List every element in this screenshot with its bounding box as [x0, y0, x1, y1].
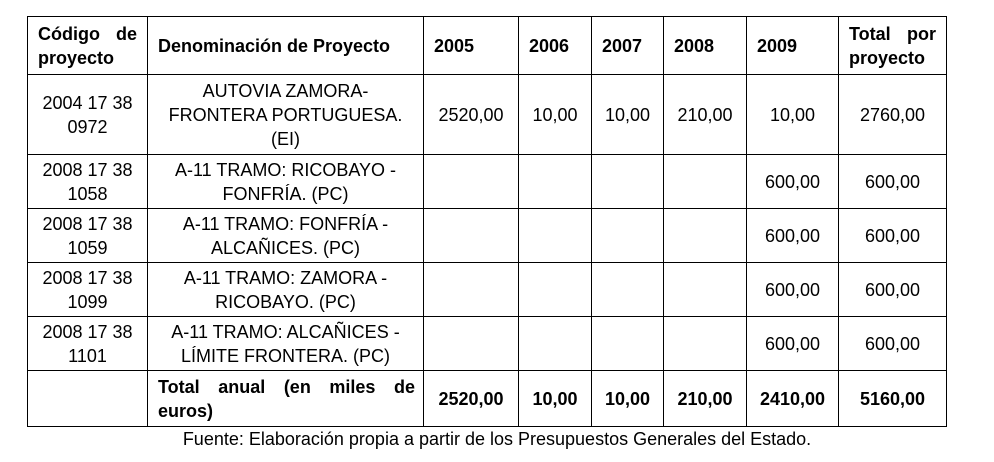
value-2008	[664, 263, 747, 317]
project-total: 2760,00	[839, 75, 947, 155]
annual-total-row	[28, 371, 947, 427]
header-year-2008: 2008	[664, 17, 747, 75]
value-2005: 2520,00	[424, 75, 519, 155]
grand-total: 5160,00	[839, 371, 947, 427]
value-2009: 600,00	[747, 317, 839, 371]
value-2008	[664, 155, 747, 209]
total-2007: 10,00	[592, 371, 664, 427]
value-2005	[424, 209, 519, 263]
table-row	[28, 75, 947, 155]
project-code: 2008 17 38 1058	[28, 155, 148, 209]
total-2008: 210,00	[664, 371, 747, 427]
value-2005	[424, 317, 519, 371]
table-row	[28, 209, 947, 263]
header-year-2007: 2007	[592, 17, 664, 75]
project-total: 600,00	[839, 317, 947, 371]
total-2006: 10,00	[519, 371, 592, 427]
project-total: 600,00	[839, 155, 947, 209]
table-row	[28, 155, 947, 209]
project-name: A-11 TRAMO: FONFRÍA - ALCAÑICES. (PC)	[148, 209, 424, 263]
project-code: 2008 17 38 1101	[28, 317, 148, 371]
table-row	[28, 317, 947, 371]
value-2009: 600,00	[747, 209, 839, 263]
value-2006: 10,00	[519, 75, 592, 155]
project-code: 2004 17 38 0972	[28, 75, 148, 155]
value-2006	[519, 317, 592, 371]
value-2007: 10,00	[592, 75, 664, 155]
value-2007	[592, 263, 664, 317]
header-year-2006: 2006	[519, 17, 592, 75]
value-2007	[592, 209, 664, 263]
project-code: 2008 17 38 1099	[28, 263, 148, 317]
value-2009: 600,00	[747, 263, 839, 317]
value-2006	[519, 209, 592, 263]
value-2005	[424, 155, 519, 209]
value-2009: 600,00	[747, 155, 839, 209]
table-row	[28, 263, 947, 317]
header-code: Código de proyecto	[28, 17, 148, 75]
total-2009: 2410,00	[747, 371, 839, 427]
value-2008	[664, 209, 747, 263]
value-2008: 210,00	[664, 75, 747, 155]
annual-total-label: Total anual (en miles de euros)	[148, 371, 424, 427]
value-2009: 10,00	[747, 75, 839, 155]
project-name: A-11 TRAMO: ALCAÑICES - LÍMITE FRONTERA. (PC)	[148, 317, 424, 371]
project-name: A-11 TRAMO: ZAMORA - RICOBAYO. (PC)	[148, 263, 424, 317]
project-total: 600,00	[839, 263, 947, 317]
value-2005	[424, 263, 519, 317]
header-name: Denominación de Proyecto	[148, 17, 424, 75]
value-2006	[519, 263, 592, 317]
empty-code-cell	[28, 371, 148, 427]
budget-table	[27, 16, 947, 427]
value-2007	[592, 317, 664, 371]
header-total: Total por proyecto	[839, 17, 947, 75]
value-2007	[592, 155, 664, 209]
total-2005: 2520,00	[424, 371, 519, 427]
project-name: A-11 TRAMO: RICOBAYO - FONFRÍA. (PC)	[148, 155, 424, 209]
header-year-2009: 2009	[747, 17, 839, 75]
value-2008	[664, 317, 747, 371]
value-2006	[519, 155, 592, 209]
project-name: AUTOVIA ZAMORA-FRONTERA PORTUGUESA. (EI)	[148, 75, 424, 155]
project-code: 2008 17 38 1059	[28, 209, 148, 263]
project-total: 600,00	[839, 209, 947, 263]
source-caption: Fuente: Elaboración propia a partir de los Presupuestos Generales del Estado.	[182, 429, 812, 449]
header-year-2005: 2005	[424, 17, 519, 75]
table-header-row	[28, 17, 947, 75]
